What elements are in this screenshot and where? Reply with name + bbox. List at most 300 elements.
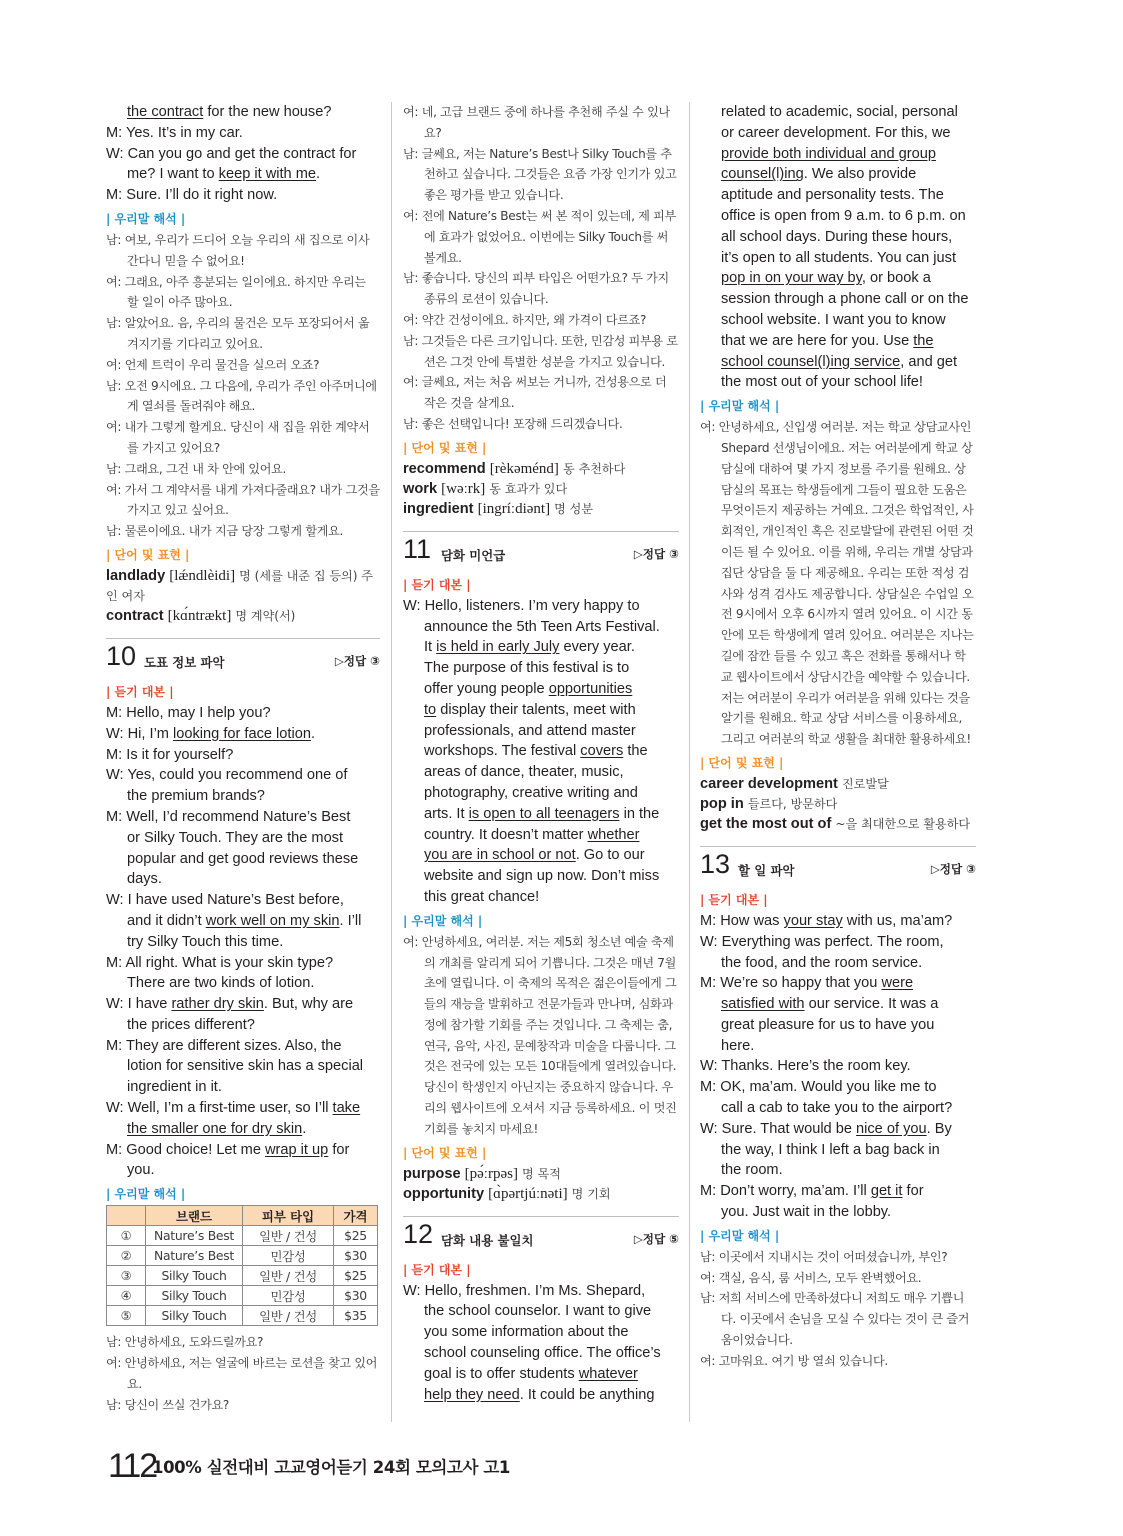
dialogue-line <box>106 890 380 911</box>
line-text: W: Thanks. Here’s the room key. <box>700 1058 911 1075</box>
line-text: with us, ma’am? <box>842 912 953 929</box>
line-text: The purpose of this festival is to <box>424 660 630 677</box>
vocab-list <box>403 1164 679 1204</box>
line-text: . Go to our <box>575 847 645 864</box>
dialogue-line <box>403 1281 679 1302</box>
line-text: our service. It was a <box>804 996 939 1013</box>
line-text: call a cab to take you to the airport? <box>721 1100 953 1117</box>
dialogue-line <box>106 1098 380 1119</box>
script-label: | 듣기 대본 | <box>403 577 471 592</box>
translation-line: 여: 글쎄요, 저는 처음 써보는 거니까, 건성용으로 더 작은 것을 살게요. <box>403 375 667 411</box>
price-table <box>106 1205 378 1326</box>
column-divider-left <box>391 102 392 1422</box>
dialogue-line <box>700 994 976 1015</box>
line-text: . We also provide <box>803 166 917 183</box>
translation-line: 여: 그래요, 아주 흥분되는 일이에요. 하지만 우리는 할 일이 아주 많아요. <box>106 274 366 310</box>
dialogue-line <box>403 700 679 721</box>
dialogue-line <box>106 1056 380 1077</box>
line-text: M: Don’t worry, ma’am. I’ll <box>700 1183 871 1200</box>
vocab-word: pop in <box>700 795 744 812</box>
line-text: you. Just wait in the lobby. <box>721 1204 892 1221</box>
vocab-meaning: 명 기회 <box>571 1186 611 1201</box>
translation-line: 여: 전에 Nature’s Best는 써 본 적이 있는데, 제 피부에 효과가 없었어요. 이번에는 Silky Touch를 써 볼게요. <box>403 208 676 265</box>
vocab-list <box>700 774 976 834</box>
translation-list <box>403 932 679 1140</box>
line-text: W: Can you go and get the contract for <box>106 145 357 162</box>
line-text: professionals, and attend master <box>424 722 636 739</box>
translation-line: 여: 내가 그렇게 할게요. 당신이 새 집을 위한 계약서를 가지고 있어요? <box>106 420 370 455</box>
line-text: M: We’re so happy that you <box>700 975 882 992</box>
dialogue-line <box>403 804 679 825</box>
vocab-entry <box>403 1164 679 1184</box>
line-text: that we are here for you. Use <box>721 332 914 349</box>
line-text: aptitude and personality tests. The <box>721 187 944 204</box>
answer-badge: ▷정답 ③ <box>334 653 380 668</box>
line-text: for <box>902 1183 924 1200</box>
dialogue-line <box>700 973 976 994</box>
line-text: It <box>424 639 437 656</box>
table-header: 가격 <box>334 1206 378 1226</box>
column-2 <box>403 102 679 1405</box>
translation-line: 여: 안녕하세요, 저는 얼굴에 바르는 로션을 찾고 있어요. <box>106 1356 378 1391</box>
vocab-phonetic: [ingríːdiənt] <box>477 500 551 517</box>
dialogue-line <box>700 1056 976 1077</box>
dialogue-line <box>106 1160 380 1181</box>
vocab-entry <box>403 499 679 519</box>
line-text: the way, I think I left a bag back in <box>721 1141 940 1158</box>
vocab-meaning: ~을 최대한으로 활용하다 <box>835 816 971 831</box>
table-cell: 민감성 <box>243 1246 334 1266</box>
line-text: the prices different? <box>127 1016 255 1033</box>
table-header-row <box>107 1206 378 1226</box>
vocab-meaning: 들르다, 방문하다 <box>747 796 838 811</box>
line-text: M: Is it for yourself? <box>106 746 234 763</box>
dialogue-line <box>106 1036 380 1057</box>
line-text: . By <box>926 1120 952 1137</box>
table-cell: ① <box>107 1226 146 1246</box>
translation-line: 여: 약간 건성이에요. 하지만, 왜 가격이 다르죠? <box>403 312 647 327</box>
dialogue-lines <box>106 703 380 1181</box>
vocab-meaning: 동 효과가 있다 <box>489 481 568 496</box>
dialogue-line <box>700 1119 976 1140</box>
underlined-phrase: get it <box>870 1183 903 1200</box>
line-text: , and get <box>900 353 958 370</box>
line-text: M: They are different sizes. Also, the <box>106 1037 342 1054</box>
line-text: , or book a <box>861 270 931 287</box>
script-label: | 듣기 대본 | <box>700 892 768 907</box>
translation-list <box>700 417 976 750</box>
line-text: the most out of your school life! <box>721 374 923 391</box>
question-title: 담화 내용 불일치 <box>441 1232 534 1248</box>
vocab-word: opportunity <box>403 1185 485 1202</box>
dialogue-line <box>106 994 380 1015</box>
vocab-word: recommend <box>403 460 486 477</box>
line-text: school counseling office. The office’s <box>424 1345 661 1362</box>
vocab-list <box>403 459 679 519</box>
line-text: M: Yes. It’s in my car. <box>106 124 243 141</box>
answer-badge: ▷정답 ③ <box>930 861 976 876</box>
dialogue-line <box>700 1077 976 1098</box>
line-text: arts. It <box>424 805 469 822</box>
column-1 <box>106 102 380 1415</box>
question-number: 13 <box>700 848 731 879</box>
line-text: M: Good choice! Let me <box>106 1141 265 1158</box>
dialogue-lines <box>106 102 380 206</box>
table-cell: $30 <box>334 1286 378 1306</box>
script-label: | 듣기 대본 | <box>403 1262 471 1277</box>
table-cell: 민감성 <box>243 1286 334 1306</box>
underlined-phrase: to <box>424 701 437 718</box>
vocab-phonetic: [ɑ̀pərtjúːnəti] <box>488 1185 568 1202</box>
translation-line: 남: 그것들은 다른 크기입니다. 또한, 민감성 피부용 로션은 그것 안에 특별한 성분을 가지고 있습니다. <box>403 333 678 369</box>
table-header: 피부 타입 <box>243 1206 334 1226</box>
dialogue-line <box>700 206 976 227</box>
line-text: . But, why are <box>263 996 354 1013</box>
translation-line: 여: 언제 트럭이 우리 물건을 실으러 오죠? <box>106 357 320 372</box>
line-text: office is open from 9 a.m. to 6 p.m. on <box>721 207 966 224</box>
line-text: . I’ll <box>339 912 362 929</box>
translation-line: 여: 고마워요. 여기 방 열쇠 있습니다. <box>700 1353 888 1368</box>
vocab-label: | 단어 및 표현 | <box>403 440 487 455</box>
translation-line: 남: 안녕하세요, 도와드릴까요? <box>106 1335 264 1350</box>
line-text: school website. I want you to know <box>721 311 946 328</box>
dialogue-line <box>106 724 380 745</box>
question-number: 11 <box>403 533 432 564</box>
dialogue-line <box>106 144 380 165</box>
dialogue-line <box>106 786 380 807</box>
dialogue-line <box>700 289 976 310</box>
dialogue-line <box>106 1140 380 1161</box>
line-text: website and sign up now. Don’t miss <box>424 868 660 885</box>
dialogue-line <box>700 268 976 289</box>
underlined-phrase: is open to all teenagers <box>468 805 620 822</box>
dialogue-line <box>403 741 679 762</box>
dialogue-line <box>106 807 380 828</box>
underlined-phrase: whatever <box>578 1365 638 1382</box>
line-text: . It could be anything <box>519 1386 655 1403</box>
translation-label: | 우리말 해석 | <box>700 1228 780 1243</box>
dialogue-line <box>700 310 976 331</box>
dialogue-line <box>106 973 380 994</box>
line-text: session through a phone call or on the <box>721 291 969 308</box>
underlined-phrase: your stay <box>783 912 843 929</box>
underlined-phrase: looking for face lotion <box>173 725 311 742</box>
dialogue-line <box>700 144 976 165</box>
line-text: W: I have <box>106 996 172 1013</box>
line-text: the room. <box>721 1162 783 1179</box>
dialogue-line <box>106 123 380 144</box>
translation-list <box>106 1332 380 1415</box>
vocab-word: landlady <box>106 567 166 584</box>
table-cell: $25 <box>334 1226 378 1246</box>
line-text: announce the 5th Teen Arts Festival. <box>424 618 660 635</box>
dialogue-line <box>403 845 679 866</box>
dialogue-line <box>106 849 380 870</box>
table-cell: Silky Touch <box>146 1306 243 1326</box>
question-title: 할 일 파악 <box>738 862 795 878</box>
table-cell: $30 <box>334 1246 378 1266</box>
underlined-phrase: is held in early July <box>436 639 560 656</box>
table-row <box>107 1306 378 1326</box>
underlined-phrase: pop in on your way by <box>721 270 862 287</box>
dialogue-line <box>106 953 380 974</box>
underlined-phrase: work well on my skin <box>205 912 340 929</box>
vocab-entry <box>106 566 380 606</box>
line-text: W: Hello, freshmen. I’m Ms. Shepard, <box>403 1282 646 1299</box>
question-13-header <box>700 846 976 887</box>
dialogue-line <box>403 679 679 700</box>
translation-list <box>700 1247 976 1372</box>
line-text: W: I have used Nature’s Best before, <box>106 892 344 909</box>
underlined-phrase: help they need <box>424 1386 520 1403</box>
table-row <box>107 1226 378 1246</box>
vocab-entry <box>403 1184 679 1204</box>
underlined-phrase: counsel(l)ing <box>721 166 804 183</box>
line-text: display their talents, meet with <box>436 701 636 718</box>
line-text: . <box>302 1120 307 1137</box>
table-cell: Nature’s Best <box>146 1226 243 1246</box>
table-header: 브랜드 <box>146 1206 243 1226</box>
table-cell: 일반 / 건성 <box>243 1266 334 1286</box>
line-text: W: Hello, listeners. I’m very happy to <box>403 597 640 614</box>
dialogue-line <box>700 102 976 123</box>
line-text: and it didn’t <box>127 912 206 929</box>
line-text: W: Sure. That would be <box>700 1120 857 1137</box>
table-cell: $35 <box>334 1306 378 1326</box>
dialogue-line <box>403 762 679 783</box>
dialogue-line <box>106 164 380 185</box>
vocab-phonetic: [lǽndlèidi] <box>169 567 236 584</box>
translation-list <box>106 230 380 542</box>
translation-line: 여: 객실, 음식, 룸 서비스, 모두 완벽했어요. <box>700 1270 922 1285</box>
underlined-phrase: satisfied with <box>721 996 805 1013</box>
line-text: There are two kinds of lotion. <box>127 975 315 992</box>
vocab-list <box>106 566 380 626</box>
line-text: M: All right. What is your skin type? <box>106 954 334 971</box>
dialogue-line <box>106 102 380 123</box>
vocab-meaning: 진로발달 <box>841 776 889 791</box>
dialogue-line <box>106 869 380 890</box>
table-cell: ② <box>107 1246 146 1266</box>
dialogue-line <box>403 617 679 638</box>
dialogue-line <box>403 887 679 908</box>
dialogue-line <box>700 1015 976 1036</box>
dialogue-lines <box>700 911 976 1223</box>
line-text: country. It doesn’t matter <box>424 826 588 843</box>
dialogue-line <box>700 1160 976 1181</box>
underlined-phrase: the contract <box>127 104 204 120</box>
table-cell: Silky Touch <box>146 1286 243 1306</box>
line-text: areas of dance, theater, music, <box>424 764 624 781</box>
vocab-entry <box>700 794 976 814</box>
dialogue-line <box>700 953 976 974</box>
underlined-phrase: opportunities <box>548 680 633 697</box>
line-text: ingredient in it. <box>127 1079 222 1096</box>
translation-line: 남: 이곳에서 지내시는 것이 어떠셨습니까, 부인? <box>700 1249 948 1264</box>
table-cell: Silky Touch <box>146 1266 243 1286</box>
line-text: W: Yes, could you recommend one of <box>106 767 348 784</box>
line-text: . <box>310 725 316 742</box>
dialogue-line <box>403 1301 679 1322</box>
vocab-word: contract <box>106 607 164 624</box>
table-cell: $25 <box>334 1266 378 1286</box>
dialogue-line <box>403 866 679 887</box>
question-12-header <box>403 1216 679 1257</box>
question-number: 12 <box>403 1218 434 1249</box>
line-text: or career development. For this, we <box>721 124 951 141</box>
translation-list <box>403 102 679 435</box>
vocab-entry <box>403 459 679 479</box>
vocab-phonetic: [kɑ́ntrækt] <box>167 607 232 624</box>
dialogue-line <box>106 1077 380 1098</box>
translation-line: 남: 그래요, 그건 내 차 안에 있어요. <box>106 461 287 476</box>
table-cell: ④ <box>107 1286 146 1306</box>
table-cell: 일반 / 건성 <box>243 1306 334 1326</box>
line-text: photography, creative writing and <box>424 784 638 801</box>
underlined-phrase: were <box>881 975 914 992</box>
vocab-meaning: 명 성분 <box>554 501 594 516</box>
vocab-word: career development <box>700 775 838 792</box>
vocab-meaning: 명 계약(서) <box>235 608 296 623</box>
vocab-meaning: 동 추천하다 <box>563 461 626 476</box>
vocab-entry <box>106 606 380 626</box>
dialogue-line <box>700 1036 976 1057</box>
underlined-phrase: the <box>913 332 934 349</box>
translation-line: 남: 오전 9시에요. 그 다음에, 우리가 주인 아주머니에게 열쇠를 돌려줘야 해요. <box>106 378 377 414</box>
underlined-phrase: whether <box>587 826 640 843</box>
line-text: me? I want to <box>127 166 219 183</box>
question-title: 도표 정보 파악 <box>144 654 225 670</box>
line-text: great pleasure for us to have you <box>721 1016 935 1033</box>
translation-line: 여: 안녕하세요, 여러분. 저는 제5회 청소년 예술 축제의 개최를 알리게 되어 기쁩니다. 그것은 매년 7월 초에 열립니다. 이 축제의 목적은 젊은이들에게 그들의 재능을 발휘하고 전문가들과 만나며, 심화과정에 참가할 기회를 주는 것입니다. 그 축제는 춤, 연극, 음악, 사진, 문예창작과 미술을 다룹니다. 그것은 전국에 있는 모든 10대들에게 열려있습니다. 당신이 학생인지 아닌지는 중요하지 않습니다. 우리의 웹사이트에 오셔서 지금 등록하세요. 이 멋진 기회를 놓치지 마세요! <box>403 934 677 1136</box>
column-3 <box>700 102 976 1372</box>
dialogue-line <box>700 911 976 932</box>
dialogue-line <box>700 1140 976 1161</box>
page-number: 112 <box>108 1447 157 1485</box>
dialogue-line <box>403 1364 679 1385</box>
translation-label: | 우리말 해석 | <box>106 1187 186 1202</box>
line-text: the premium brands? <box>127 788 265 805</box>
dialogue-line <box>403 1385 679 1406</box>
vocab-word: get the most out of <box>700 815 832 832</box>
translation-line: 남: 물론이에요. 내가 지금 당장 그렇게 할게요. <box>106 524 344 539</box>
dialogue-line <box>700 164 976 185</box>
dialogue-line <box>700 1202 976 1223</box>
dialogue-line <box>403 783 679 804</box>
line-text: W: Everything was perfect. The room, <box>700 933 944 950</box>
line-text: you. <box>127 1162 155 1179</box>
answer-badge: ▷정답 ⑤ <box>633 1231 679 1246</box>
vocab-meaning: 명 목적 <box>522 1166 561 1181</box>
book-title: 100% 실전대비 고교영어듣기 24회 모의고사 고1 <box>152 1458 510 1477</box>
line-text: M: How was <box>700 912 784 929</box>
table-row <box>107 1266 378 1286</box>
line-text: the school counselor. I want to give <box>424 1303 652 1320</box>
line-text: offer young people <box>424 680 549 697</box>
line-text: lotion for sensitive skin has a special <box>127 1058 364 1075</box>
dialogue-line <box>700 1098 976 1119</box>
line-text: in the <box>619 805 660 822</box>
dialogue-line <box>403 637 679 658</box>
line-text: try Silky Touch this time. <box>127 933 284 950</box>
vocab-phonetic: [wəːrk] <box>441 480 486 497</box>
translation-line: 남: 좋은 선택입니다! 포장해 드리겠습니다. <box>403 416 623 431</box>
line-text: the food, and the room service. <box>721 954 923 971</box>
dialogue-line <box>403 721 679 742</box>
question-title: 담화 미언급 <box>441 547 506 563</box>
dialogue-line <box>106 765 380 786</box>
table-cell: ③ <box>107 1266 146 1286</box>
line-text: workshops. The festival <box>424 743 581 760</box>
dialogue-line <box>106 828 380 849</box>
dialogue-line <box>403 658 679 679</box>
translation-line: 남: 글쎄요, 저는 Nature’s Best나 Silky Touch를 추천하고 싶습니다. 그것들은 요즘 가장 인기가 있고 좋은 평가를 받고 있습니다. <box>403 146 677 203</box>
vocab-entry <box>700 774 976 794</box>
line-text: popular and get good reviews these <box>127 850 359 867</box>
dialogue-line <box>700 123 976 144</box>
translation-line: 여: 안녕하세요, 신입생 여러분. 저는 학교 상담교사인 Shepard 선생님이에요. 저는 여러분에게 학교 상담실에 대하여 몇 가지 정보를 주기를 원해요. 상담실의 목표는 학생들에게 그들이 필요한 도움은 무엇이든지 제공하는 거예요. 그것은 학업적인, 사회적인, 개인적인 혹은 진로발달에 관련된 어떤 것이든 될 수 있어요. 이를 위해, 우리는 개별 상담과 집단 상담을 둘 다 제공해요. 우리는 또한 적성 검사와 성격 검사도 제공합니다. 상담실은 수업일 오전 9시에서 오후 6시까지 열려 있어요. 이 시간 동안에 모든 학생에게 열려 있어요. 여러분은 지나는 길에 잠깐 들를 수 있고 혹은 전화를 통해서나 학교 웹사이트에서 상담시간을 예약할 수 있습니다. 저는 여러분이 우리가 여러분을 위해 있다는 것을 알기를 원해요. 학교 상담 서비스를 이용하세요, 그리고 여러분의 학교 생활을 최대한 활용하세요! <box>700 420 974 747</box>
table-row <box>107 1286 378 1306</box>
dialogue-line <box>700 1181 976 1202</box>
line-text: related to academic, social, personal <box>721 104 958 120</box>
question-11-header <box>403 531 679 572</box>
answer-badge: ▷정답 ③ <box>633 546 679 561</box>
line-text: every year. <box>559 639 635 656</box>
dialogue-line <box>106 911 380 932</box>
underlined-phrase: the smaller one for dry skin <box>127 1120 303 1137</box>
dialogue-line <box>700 372 976 393</box>
line-text: days. <box>127 871 162 888</box>
table-header <box>107 1206 146 1226</box>
table-row <box>107 1246 378 1266</box>
vocab-phonetic: [pə́ːrpəs] <box>464 1165 518 1182</box>
vocab-entry <box>700 814 976 834</box>
line-text: this great chance! <box>424 888 540 905</box>
dialogue-line <box>403 1343 679 1364</box>
translation-line: 남: 여보, 우리가 드디어 오늘 우리의 새 집으로 이사 간다니 믿을 수 없어요! <box>106 232 370 268</box>
translation-line: 여: 가서 그 계약서를 내게 가져다줄래요? 내가 그것을 가지고 있고 싶어요. <box>106 482 380 518</box>
vocab-meaning: 명 (세를 내준 집 등의) 주인 여자 <box>106 568 373 603</box>
dialogue-line <box>106 1015 380 1036</box>
dialogue-line <box>106 185 380 206</box>
translation-label: | 우리말 해석 | <box>700 399 780 414</box>
table-cell: Nature’s Best <box>146 1246 243 1266</box>
underlined-phrase: nice of you <box>856 1120 927 1137</box>
underlined-phrase: school counsel(l)ing service <box>721 353 901 370</box>
translation-label: | 우리말 해석 | <box>106 211 186 226</box>
line-text: the <box>623 743 648 760</box>
line-text: W: Hi, I’m <box>106 725 174 742</box>
line-text: for the new house? <box>203 104 332 120</box>
dialogue-line <box>700 227 976 248</box>
table-cell: 일반 / 건성 <box>243 1226 334 1246</box>
dialogue-line <box>106 703 380 724</box>
dialogue-line <box>700 932 976 953</box>
line-text: all school days. During these hours, <box>721 228 953 245</box>
script-label: | 듣기 대본 | <box>106 684 174 699</box>
translation-line: 남: 저희 서비스에 만족하셨다니 저희도 매우 기쁩니다. 이곳에서 손님을 모실 수 있다는 것이 큰 즐거움이었습니다. <box>700 1291 970 1348</box>
column-divider-right <box>689 102 690 1422</box>
dialogue-line <box>700 185 976 206</box>
vocab-word: work <box>403 480 438 497</box>
translation-line: 여: 네, 고급 브랜드 중에 하나를 추천해 주실 수 있나요? <box>403 105 670 140</box>
translation-line: 남: 알았어요. 음, 우리의 물건은 모두 포장되어서 옮겨지기를 기다리고 있어요. <box>106 316 370 351</box>
underlined-phrase: take <box>332 1100 361 1117</box>
translation-line: 남: 당신이 쓰실 건가요? <box>106 1397 229 1412</box>
dialogue-line <box>700 352 976 373</box>
line-text: M: Well, I’d recommend Nature’s Best <box>106 808 351 825</box>
line-text: M: Hello, may I help you? <box>106 704 271 721</box>
